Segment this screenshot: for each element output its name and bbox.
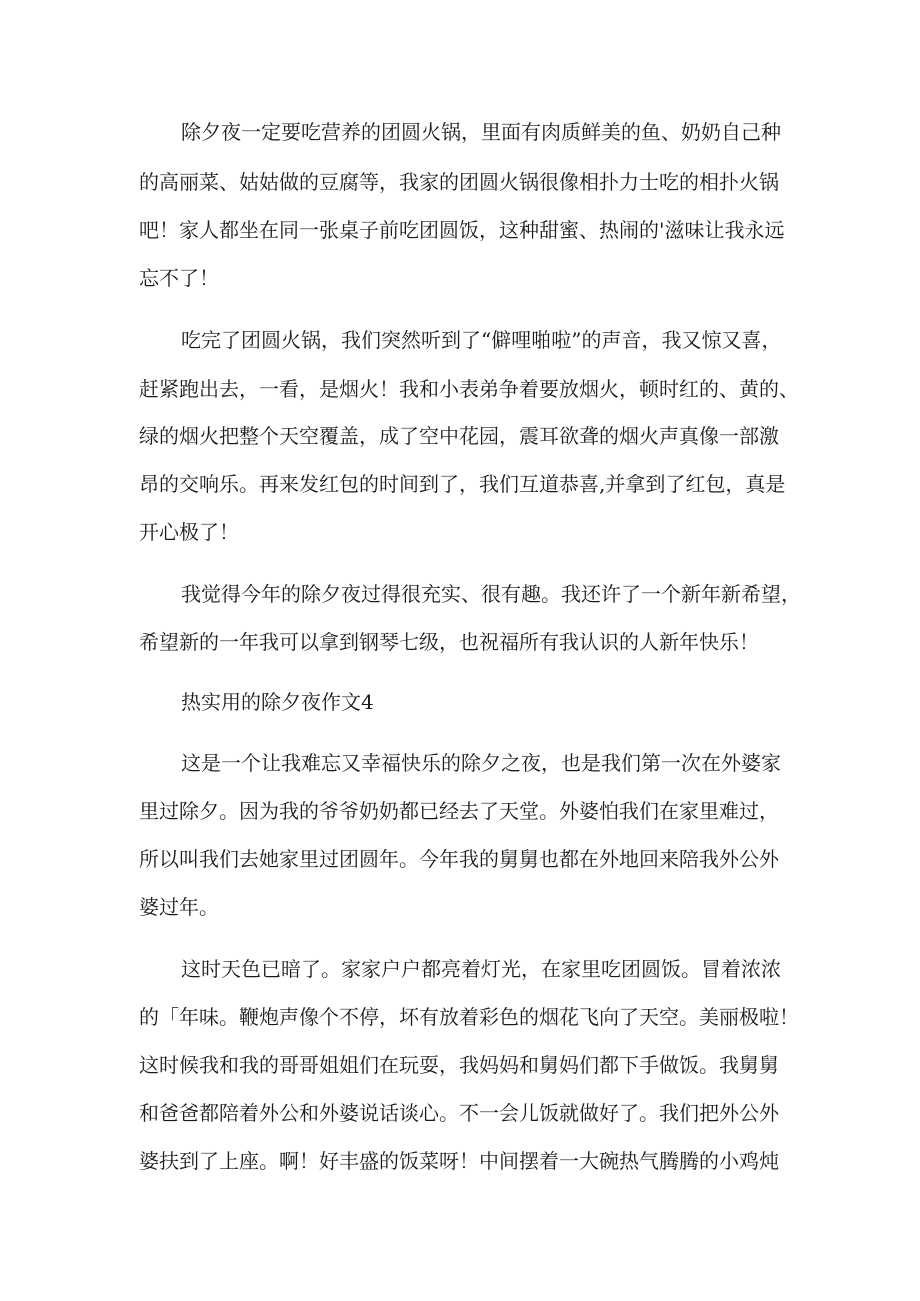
paragraph-6-line-3: 这时候我和我的哥哥姐姐们在玩耍，我妈妈和舅妈们都下手做饭。我舅舅 xyxy=(139,1053,779,1077)
paragraph-2-line-5: 开心极了！ xyxy=(139,520,239,544)
paragraph-6-line-1: 这时天色已暗了。家家户户都亮着灯光，在家里吃团圆饭。冒着浓浓 xyxy=(181,957,781,981)
paragraph-2-line-1: 吃完了团圆火锅，我们突然听到了“僻哩啪啦”的声音，我又惊又喜， xyxy=(181,328,782,352)
paragraph-6-line-2: 的「年味。鞭炮声像个不停，坏有放着彩色的烟花飞向了天空。美丽极啦！ xyxy=(139,1005,799,1029)
paragraph-1-line-1: 除夕夜一定要吃营养的团圆火锅，里面有肉质鲜美的鱼、奶奶自己种 xyxy=(181,120,781,144)
paragraph-6-line-4: 和爸爸都陪着外公和外婆说话谈心。不一会儿饭就做好了。我们把外公外 xyxy=(139,1101,779,1125)
paragraph-5-line-2: 里过除夕。因为我的爷爷奶奶都已经去了天堂。外婆怕我们在家里难过， xyxy=(139,799,779,823)
paragraph-1-line-3: 吧！家人都坐在同一张桌子前吃团圆饭，这种甜蜜、热闹的'滋味让我永远 xyxy=(139,218,785,242)
paragraph-2-line-2: 赶紧跑出去，一看，是烟火！我和小表弟争着要放烟火，顿时红的、黄的、 xyxy=(139,377,799,401)
paragraph-3-line-1: 我觉得今年的除夕夜过得很充实、很有趣。我还许了一个新年新希望， xyxy=(181,582,801,606)
paragraph-5-line-1: 这是一个让我难忘又幸福快乐的除夕之夜，也是我们第一次在外婆家 xyxy=(181,751,781,775)
section-heading: 热实用的除夕夜作文4 xyxy=(181,690,374,714)
paragraph-5-line-4: 婆过年。 xyxy=(139,895,219,919)
paragraph-3-line-2: 希望新的一年我可以拿到钢琴七级，也祝福所有我认识的人新年快乐！ xyxy=(139,630,759,654)
paragraph-2-line-3: 绿的烟火把整个天空覆盖，成了空中花园，震耳欲聋的烟火声真像一部激 xyxy=(139,424,779,448)
paragraph-6-line-5: 婆扶到了上座。啊！好丰盛的饭菜呀！中间摆着一大碗热气腾腾的小鸡炖 xyxy=(139,1149,779,1173)
paragraph-5-line-3: 所以叫我们去她家里过团圆年。今年我的舅舅也都在外地回来陪我外公外 xyxy=(139,847,779,871)
paragraph-2-line-4: 昂的交响乐。再来发红包的时间到了，我们互道恭喜,并拿到了红包，真是 xyxy=(139,472,786,496)
paragraph-1-line-2: 的高丽菜、姑姑做的豆腐等，我家的团圆火锅很像相扑力士吃的相扑火锅 xyxy=(139,170,779,194)
paragraph-1-line-4: 忘不了！ xyxy=(139,266,219,290)
